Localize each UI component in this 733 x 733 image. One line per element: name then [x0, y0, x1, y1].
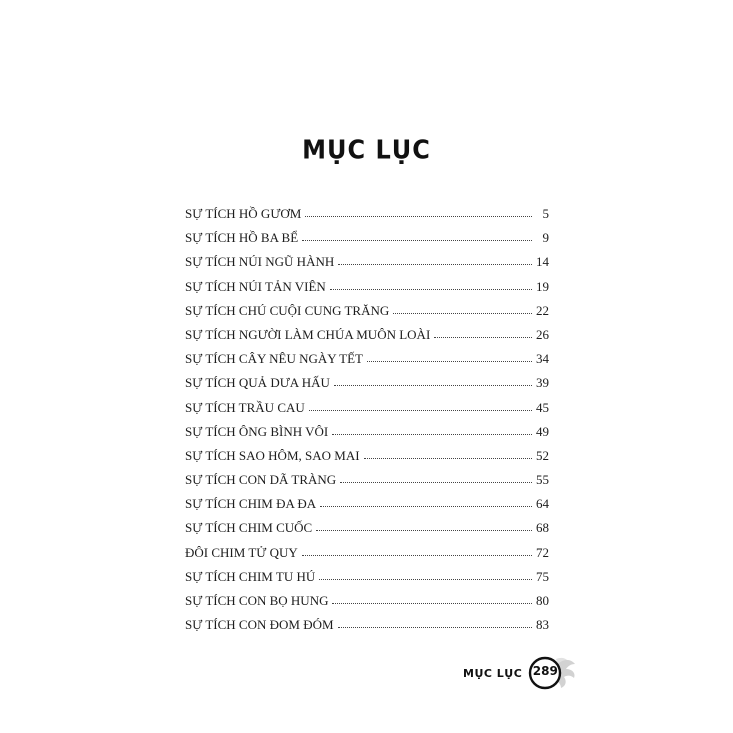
dot-leader: [330, 289, 532, 290]
toc-entry-page: 52: [536, 447, 549, 463]
toc-entry[interactable]: [185, 448, 549, 472]
toc-entry-title: SỰ TÍCH SAO HÔM, SAO MAI: [185, 447, 360, 463]
toc-entry-title: SỰ TÍCH NÚI TẢN VIÊN: [185, 278, 326, 294]
toc-entry-page: 68: [536, 520, 549, 536]
table-of-contents: [185, 206, 549, 641]
toc-entry-page: 72: [536, 544, 549, 560]
toc-entry[interactable]: [185, 279, 549, 303]
dot-leader: [332, 434, 532, 435]
page-number: 289: [532, 664, 558, 678]
dot-leader: [319, 579, 532, 580]
toc-entry-title: SỰ TÍCH CHIM CUỐC: [185, 520, 313, 536]
dot-leader: [320, 506, 532, 507]
toc-entry-title: SỰ TÍCH CHIM TU HÚ: [185, 568, 316, 584]
toc-entry-title: SỰ TÍCH ÔNG BÌNH VÔI: [185, 423, 329, 439]
toc-entry-title: SỰ TÍCH CHÚ CUỘI CUNG TRĂNG: [185, 302, 390, 318]
toc-entry-page: 75: [536, 568, 549, 584]
toc-entry[interactable]: [185, 569, 549, 593]
toc-entry-page: 80: [536, 593, 549, 608]
toc-entry-page: 34: [536, 351, 549, 367]
dot-leader: [434, 337, 532, 338]
toc-entry[interactable]: [185, 400, 549, 424]
toc-entry-page: 5: [542, 206, 549, 221]
toc-entry[interactable]: [185, 545, 549, 569]
toc-entry-page: 39: [536, 375, 549, 391]
dot-leader: [364, 458, 532, 459]
toc-entry[interactable]: [185, 472, 549, 496]
toc-entry-page: 45: [536, 399, 549, 415]
page-number-badge: [528, 656, 578, 690]
dot-leader: [332, 603, 532, 604]
dot-leader: [393, 313, 532, 314]
dot-leader: [338, 627, 532, 628]
dot-leader: [302, 240, 532, 241]
toc-entry[interactable]: [185, 303, 549, 327]
toc-entry-title: SỰ TÍCH CHIM ĐA ĐA: [185, 496, 317, 512]
toc-entry[interactable]: [185, 206, 549, 230]
toc-entry-page: 64: [536, 496, 549, 512]
toc-entry-title: SỰ TÍCH CÂY NÊU NGÀY TẾT: [185, 351, 364, 367]
toc-entry[interactable]: [185, 230, 549, 254]
toc-entry[interactable]: [185, 424, 549, 448]
toc-entry-page: 49: [536, 423, 549, 439]
dot-leader: [334, 385, 532, 386]
dot-leader: [338, 264, 532, 265]
toc-entry-page: 14: [536, 254, 549, 270]
toc-entry-title: SỰ TÍCH CON DÃ TRÀNG: [185, 472, 337, 488]
toc-entry-page: 19: [536, 278, 549, 294]
toc-entry[interactable]: [185, 520, 549, 544]
toc-entry-title: SỰ TÍCH HỒ BA BỂ: [185, 230, 299, 246]
dot-leader: [340, 482, 532, 483]
toc-entry[interactable]: [185, 375, 549, 399]
toc-entry[interactable]: [185, 617, 549, 641]
toc-entry-page: 83: [536, 617, 549, 633]
toc-entry[interactable]: [185, 351, 549, 375]
toc-entry-title: SỰ TÍCH QUẢ DƯA HẤU: [185, 375, 330, 391]
dot-leader: [309, 410, 532, 411]
toc-entry[interactable]: [185, 327, 549, 351]
toc-entry-page: 26: [536, 326, 549, 342]
toc-entry-page: 55: [536, 472, 549, 488]
toc-entry-title: SỰ TÍCH HỒ GƯƠM: [185, 206, 302, 221]
toc-entry-title: ĐÔI CHIM TỬ QUY: [185, 544, 298, 560]
toc-entry-title: SỰ TÍCH NÚI NGŨ HÀNH: [185, 254, 335, 270]
footer-label: MỤC LỤC: [463, 666, 523, 680]
toc-entry-page: 22: [536, 302, 549, 318]
toc-entry[interactable]: [185, 254, 549, 278]
page-title: MỤC LỤC: [302, 134, 431, 166]
toc-entry-title: SỰ TÍCH NGƯỜI LÀM CHÚA MUÔN LOÀI: [185, 326, 431, 342]
toc-entry[interactable]: [185, 593, 549, 617]
toc-entry-title: SỰ TÍCH CON BỌ HUNG: [185, 593, 329, 608]
toc-entry-page: 9: [542, 230, 549, 246]
dot-leader: [316, 530, 532, 531]
dot-leader: [302, 555, 532, 556]
toc-entry[interactable]: [185, 496, 549, 520]
toc-entry-title: SỰ TÍCH CON ĐOM ĐÓM: [185, 617, 334, 633]
page-footer: [463, 656, 578, 690]
toc-entry-title: SỰ TÍCH TRẦU CAU: [185, 399, 305, 415]
dot-leader: [367, 361, 532, 362]
dot-leader: [305, 216, 532, 217]
